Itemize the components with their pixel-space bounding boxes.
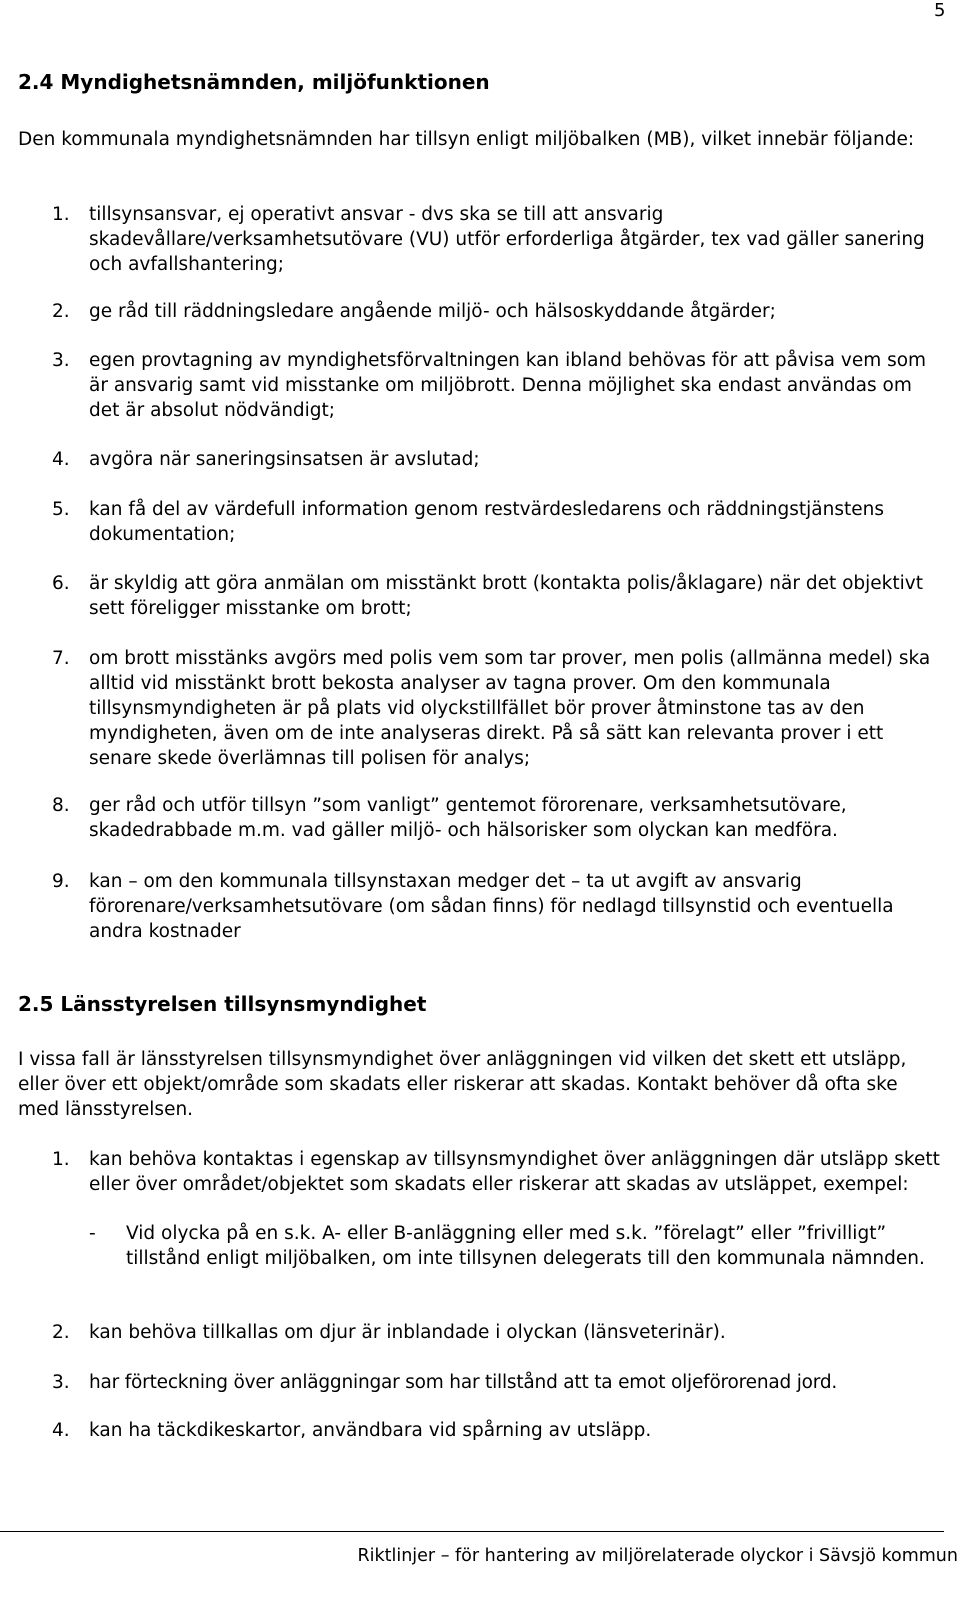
list-text: kan – om den kommunala tillsynstaxan medger det – ta ut avgift av ansvarig förorenare/verksamhetsutövare (om sådan finns) för nedlagd tillsynstid och eventuella andra kostnader bbox=[89, 871, 894, 942]
list-number: 8. bbox=[52, 795, 70, 816]
list-text: ge råd till räddningsledare angående miljö- och hälsoskyddande åtgärder; bbox=[89, 301, 776, 322]
list-text: egen provtagning av myndighetsförvaltningen kan ibland behövas för att påvisa vem som är ansvarig samt vid misstanke om miljöbrott. Denna möjlighet ska endast användas om det är absolut nödvändigt; bbox=[89, 350, 927, 421]
list-text: är skyldig att göra anmälan om misstänkt brott (kontakta polis/åklagare) när det objektivt sett föreligger misstanke om brott; bbox=[89, 573, 923, 619]
list-number: 2. bbox=[52, 1322, 70, 1343]
section-heading-2-5: 2.5 Länsstyrelsen tillsynsmyndighet bbox=[18, 992, 427, 1016]
list-number: 1. bbox=[52, 1149, 70, 1170]
list-text: har förteckning över anläggningar som har tillstånd att ta emot oljeförorenad jord. bbox=[89, 1372, 838, 1393]
list-number: 5. bbox=[52, 499, 70, 520]
sub-list-text: Vid olycka på en s.k. A- eller B-anläggning eller med s.k. ”förelagt” eller ”frivilligt” tillstånd enligt miljöbalken, om inte tillsynen delegerats till den kommunala nämnden. bbox=[126, 1223, 925, 1269]
list-number: 4. bbox=[52, 449, 70, 470]
list-text: kan få del av värdefull information genom restvärdesledarens och räddningstjänstens dokumentation; bbox=[89, 499, 885, 545]
section-heading-2-4: 2.4 Myndighetsnämnden, miljöfunktionen bbox=[18, 70, 490, 94]
list-number: 3. bbox=[52, 1372, 70, 1393]
list-number: 3. bbox=[52, 350, 70, 371]
list-text: avgöra när saneringsinsatsen är avslutad; bbox=[89, 449, 480, 470]
section-intro-2-4: Den kommunala myndighetsnämnden har tillsyn enligt miljöbalken (MB), vilket innebär följande: bbox=[18, 129, 915, 150]
page-number: 5 bbox=[934, 0, 946, 21]
list-text: kan ha täckdikeskartor, användbara vid spårning av utsläpp. bbox=[89, 1420, 652, 1441]
list-number: 9. bbox=[52, 871, 70, 892]
list-text: kan behöva tillkallas om djur är inblandade i olyckan (länsveterinär). bbox=[89, 1322, 726, 1343]
list-text: kan behöva kontaktas i egenskap av tillsynsmyndighet över anläggningen där utsläpp skett eller över området/objektet som skadats eller riskerar att skadas av utsläppet, exempel: bbox=[89, 1149, 940, 1195]
list-text: ger råd och utför tillsyn ”som vanligt” gentemot förorenare, verksamhetsutövare, skadedrabbade m.m. vad gäller miljö- och hälsorisker som olyckan kan medföra. bbox=[89, 795, 847, 841]
footer-text: Riktlinjer – för hantering av miljörelaterade olyckor i Sävsjö kommun bbox=[357, 1546, 958, 1566]
list-text: om brott misstänks avgörs med polis vem som tar prover, men polis (allmänna medel) ska alltid vid misstänkt brott bekosta analyser av tagna prover. Om den kommunala tillsynsmyndigheten är på plats vid olyckstillfället bör prover åtminstone tas av den myndigheten, även om de inte analyseras direkt. På så sätt kan relevanta prover i ett senare skede överlämnas till polisen för analys; bbox=[89, 648, 931, 769]
list-number: 1. bbox=[52, 204, 70, 225]
footer-divider bbox=[0, 1531, 944, 1532]
list-number: 2. bbox=[52, 301, 70, 322]
list-number: 7. bbox=[52, 648, 70, 669]
list-number: 6. bbox=[52, 573, 70, 594]
list-text: tillsynsansvar, ej operativt ansvar - dvs ska se till att ansvarig skadevållare/verksamhetsutövare (VU) utför erforderliga åtgärder, tex vad gäller sanering och avfallshantering; bbox=[89, 204, 925, 275]
list-number: 4. bbox=[52, 1420, 70, 1441]
list-dash: - bbox=[89, 1223, 96, 1244]
section-intro-2-5: I vissa fall är länsstyrelsen tillsynsmyndighet över anläggningen vid vilken det skett ett utsläpp, eller över ett objekt/område som skadats eller riskerar att skadas. Kontakt behöver då ofta ske med länsstyrelsen. bbox=[18, 1049, 907, 1120]
